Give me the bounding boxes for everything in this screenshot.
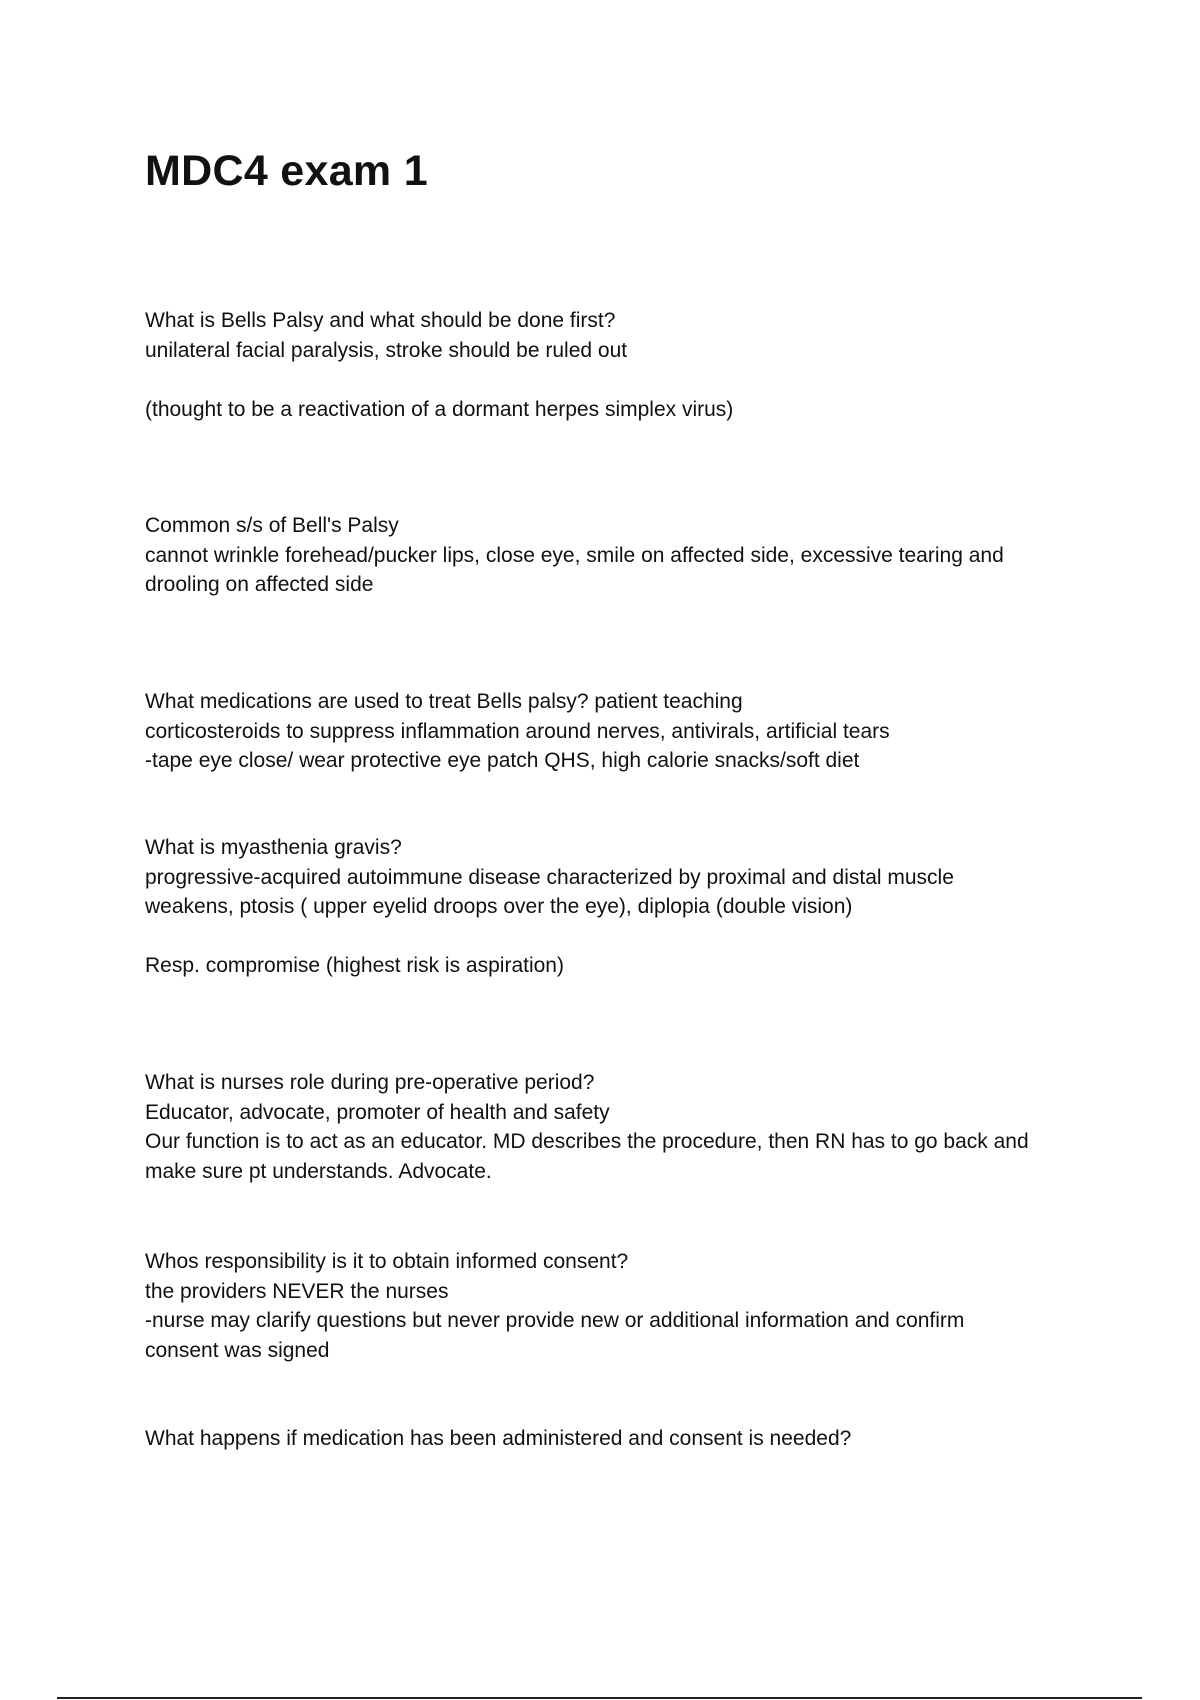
card-answer-line: Our function is to act as an educator. MD describes the procedure, then RN has to go back and: [145, 1130, 1029, 1153]
card-answer-line: progressive-acquired autoimmune disease characterized by proximal and distal muscle: [145, 865, 954, 889]
card-question: Whos responsibility is it to obtain informed consent?: [145, 1250, 629, 1273]
card-answer-line: cannot wrinkle forehead/pucker lips, close eye, smile on affected side, excessive tearing and: [145, 543, 1004, 567]
page-bottom-rule: [57, 1697, 1142, 1699]
card-answer-line: Resp. compromise (highest risk is aspiration): [145, 954, 564, 977]
flashcard-bells-palsy-symptoms: [145, 511, 1095, 600]
card-question: What medications are used to treat Bells palsy? patient teaching: [145, 690, 743, 713]
flashcard-bells-palsy: [145, 306, 1095, 424]
card-answer-line: unilateral facial paralysis, stroke should be ruled out: [145, 338, 628, 362]
flashcard-nurse-role-preop: [145, 1068, 1095, 1186]
blank-line: [145, 922, 1095, 952]
card-answer-line: -nurse may clarify questions but never provide new or additional information and confirm: [145, 1309, 965, 1332]
card-answer-line: corticosteroids to suppress inflammation around nerves, antivirals, artificial tears: [145, 719, 890, 743]
flashcard-medication-consent: [145, 1424, 1095, 1454]
document-title: MDC4 exam 1: [145, 147, 428, 195]
flashcard-myasthenia-gravis: [145, 833, 1095, 981]
card-question: What is nurses role during pre-operative period?: [145, 1071, 595, 1094]
card-answer-line: weakens, ptosis ( upper eyelid droops over the eye), diplopia (double vision): [145, 895, 853, 918]
card-answer-line: -tape eye close/ wear protective eye patch QHS, high calorie snacks/soft diet: [145, 749, 860, 772]
card-answer-line: Educator, advocate, promoter of health and safety: [145, 1100, 610, 1124]
flashcard-informed-consent: [145, 1247, 1095, 1365]
card-answer-line: make sure pt understands. Advocate.: [145, 1159, 492, 1183]
flashcard-bells-palsy-medications: [145, 687, 1095, 776]
card-answer-line: drooling on affected side: [145, 573, 374, 596]
card-answer-line: the providers NEVER the nurses: [145, 1279, 449, 1303]
card-question: What is myasthenia gravis?: [145, 836, 402, 859]
card-question: What happens if medication has been administered and consent is needed?: [145, 1427, 852, 1450]
card-answer-line: consent was signed: [145, 1338, 330, 1362]
blank-line: [145, 365, 1095, 395]
card-question: Common s/s of Bell's Palsy: [145, 514, 399, 537]
card-question: What is Bells Palsy and what should be done first?: [145, 309, 616, 332]
card-answer-line: (thought to be a reactivation of a dormant herpes simplex virus): [145, 397, 734, 421]
